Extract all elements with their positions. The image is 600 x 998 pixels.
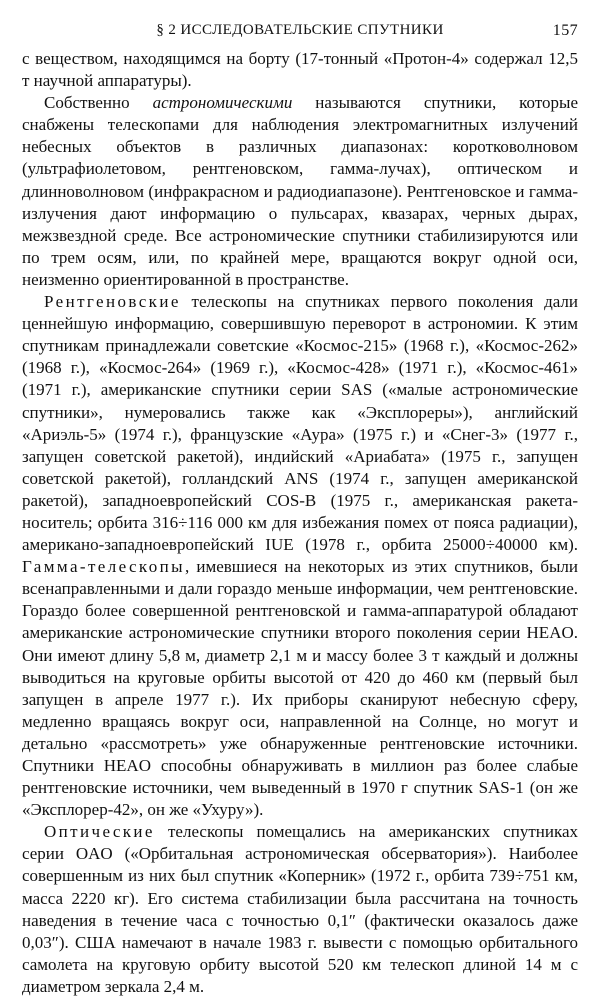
section-title: § 2 ИССЛЕДОВАТЕЛЬСКИЕ СПУТНИКИ bbox=[156, 22, 444, 38]
paragraph-segment: Собственно bbox=[44, 93, 153, 113]
paragraph-segment: телескопы помещались на американских спутниках серии OAO («Орбитальная астрономическая обсерватория»). Наиболее совершенным из них был спутник «Коперник» (1972 г., орбита 739÷751 км, масса 2220 кг). Его система стабилизации была рассчитана на точность наведения в течение часа с точностью 0,1″ (фактически оказалось даже 0,03″). США намечают в начале 1983 г. вывести с помощью орбитального самолета на круговую орбиту высотой 520 км телескоп длиной 14 м с диаметром зеркала 2,4 м. bbox=[22, 822, 578, 996]
body-text bbox=[22, 48, 578, 998]
spaced-term: Гамма-телескопы bbox=[22, 557, 185, 577]
paragraph-segment: телескопы на спутниках первого поколения дали ценнейшую информацию, совершившую переворот в астрономии. К этим спутникам принадлежали советские «Космос-215» (1968 г.), «Космос-262» (1968 г.), «Космос-264» (1969 г.), «Космос-428» (1971 г.), «Космос-461» (1971 г.), американские спутники серии SAS («малые астрономические спутники», нумеровались также как «Эксплореры»), английский «Ариэль-5» (1974 г.), французские «Аура» (1975 г.) и «Снег-3» (1977 г., запущен советской ракетой), индийский «Ариабата» (1975 г., запущен советской ракетой), голландский ANS (1974 г., запущен американской ракетой), западноевропейский COS-B (1975 г., американская ракета-носитель; орбита 316÷116 000 км для избежания помех от пояса радиации), американо-западноевропейский IUE (1978 г., орбита 25000÷40000 км). bbox=[22, 292, 578, 555]
paragraph-segment: называются спутники, которые снабжены телескопами для наблюдения электромагнитных излучений небесных объектов в различных диапазонах: коротковолновом (ультрафиолетовом, рентгеновском, гамма-лучах), оптическом и длинноволновом (инфракрасном и радиодиапазоне). Рентгеновское и гамма-излучения дают информацию о пульсарах, квазарах, черных дырах, межзвездной среде. Все астрономические спутники стабилизируются или по трем осям, или, по крайней мере, вращаются вокруг одной оси, неизменно ориентированной в пространстве. bbox=[22, 93, 578, 289]
paragraph-segment: с веществом, находящимся на борту (17-тонный «Протон-4» содержал 12,5 т научной аппаратуры). bbox=[22, 49, 578, 91]
emphasized-term: астрономическими bbox=[152, 93, 293, 113]
paragraph-x-ray-telescopes bbox=[22, 291, 578, 821]
paragraph-segment: , имевшиеся на некоторых из этих спутников, были всенаправленными и дали гораздо меньше информации, чем рентгеновские. Гораздо более совершенной рентгеновской и гамма-аппаратурой обладают американские астрономические спутники второго поколения серии HEAO. Они имеют длину 5,8 м, диаметр 2,1 м и массу более 3 т каждый и должны выводиться на круговые орбиты высотой от 420 до 460 км (первый был запущен в апреле 1977 г.). Их приборы сканируют небесную сферу, медленно вращаясь вокруг оси, направленной на Солнце, но могут и детально «рассмотреть» уже обнаруженные рентгеновские источники. Спутники HEAO способны обнаруживать в миллион раз более слабые рентгеновские источники, чем выведенный в 1970 г спутник SAS-1 (он же «Эксплорер-42», он же «Ухуру»). bbox=[22, 557, 578, 820]
spaced-term: Рентгеновские bbox=[44, 292, 181, 312]
paragraph-intro bbox=[22, 48, 578, 92]
spaced-term: Оптические bbox=[44, 822, 155, 842]
running-head bbox=[22, 18, 578, 48]
page-number: 157 bbox=[552, 22, 578, 39]
paragraph-astronomical-satellites bbox=[22, 92, 578, 291]
paragraph-optical-telescopes bbox=[22, 821, 578, 998]
